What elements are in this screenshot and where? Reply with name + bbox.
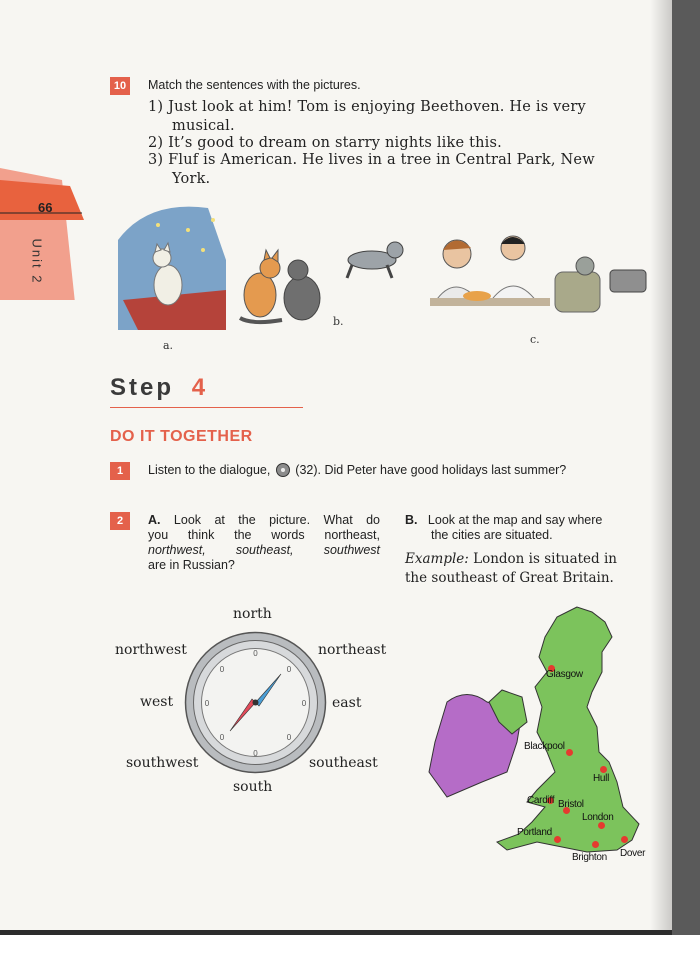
compass-southeast-label: southeast — [309, 755, 378, 771]
audio-cd-icon[interactable] — [274, 463, 292, 477]
compass-south-label: south — [233, 779, 273, 795]
exercise-2b: B. Look at the map and say where the cities are situated. — [405, 513, 603, 542]
picture-b-three-cats — [232, 230, 407, 330]
compass-west-label: west — [140, 694, 174, 710]
picture-a-label: a. — [163, 339, 174, 352]
exercise-1-badge: 1 — [110, 462, 130, 480]
sentence-2: 2) It’s good to dream on starry nights like this. — [148, 135, 502, 151]
compass-northeast-label: northeast — [318, 642, 387, 658]
exercise-10-instruction: Match the sentences with the pictures. — [148, 78, 361, 92]
step-number: 4 — [191, 374, 209, 401]
dial-mark-nw: 0 — [219, 665, 225, 674]
compass-east-label: east — [332, 695, 362, 711]
dial-mark-n: 0 — [253, 649, 258, 658]
blackpool-label: Blackpool — [524, 741, 565, 752]
sentence-1: 1) Just look at him! Tom is enjoying Beethoven. He is very — [148, 99, 586, 115]
sentence-3: 3) Fluf is American. He lives in a tree in Central Park, New — [148, 152, 595, 168]
compass-southwest-label: southwest — [126, 755, 199, 771]
compass-northwest-label: northwest — [115, 642, 187, 658]
compass-icon — [183, 630, 328, 775]
dial-mark-w: 0 — [204, 699, 210, 708]
portland-label: Portland — [517, 827, 552, 838]
dial-mark-s: 0 — [253, 749, 258, 758]
dial-mark-sw: 0 — [219, 733, 225, 742]
step-underline — [110, 407, 303, 408]
london-dot — [598, 822, 605, 829]
cardiff-label: Cardiff — [527, 795, 555, 806]
picture-c-label: c. — [530, 333, 540, 346]
unit-label: Unit 2 — [29, 238, 45, 285]
step-word: Step — [110, 374, 175, 401]
exercise-1-text: Listen to the dialogue, (32). Did Peter have good holidays last summer? — [148, 463, 567, 477]
dover-label: Dover — [620, 848, 646, 859]
hull-dot — [600, 766, 607, 773]
compass-north-label: north — [233, 606, 272, 622]
exercise-2a: A. Look at the picture. What do you think the words northeast, northwest, southeast, southwest are in Russian? — [148, 513, 380, 572]
hull-label: Hull — [593, 773, 610, 784]
dial-mark-e: 0 — [301, 699, 307, 708]
section-title: DO IT TOGETHER — [110, 428, 253, 445]
page-number: 66 — [38, 200, 53, 215]
sentence-1-cont: musical. — [172, 118, 235, 134]
blackpool-dot — [566, 749, 573, 756]
exercise-10-badge: 10 — [110, 77, 130, 95]
step-heading — [110, 374, 208, 402]
picture-c-people-and-cat — [425, 232, 650, 332]
bristol-label: Bristol — [558, 799, 584, 810]
exercise-2-badge: 2 — [110, 512, 130, 530]
glasgow-label: Glasgow — [546, 669, 583, 680]
portland-dot — [554, 836, 561, 843]
dial-mark-ne: 0 — [286, 665, 292, 674]
picture-a-cat-on-roof — [118, 200, 228, 335]
dial-mark-se: 0 — [286, 733, 292, 742]
brighton-dot — [592, 841, 599, 848]
brighton-label: Brighton — [572, 852, 607, 863]
london-label: London — [582, 812, 614, 823]
example-text: Example: London is situated in the southeast of Great Britain. — [405, 551, 617, 586]
dover-dot — [621, 836, 628, 843]
sentence-3-cont: York. — [172, 171, 211, 187]
picture-b-label: b. — [333, 315, 344, 328]
